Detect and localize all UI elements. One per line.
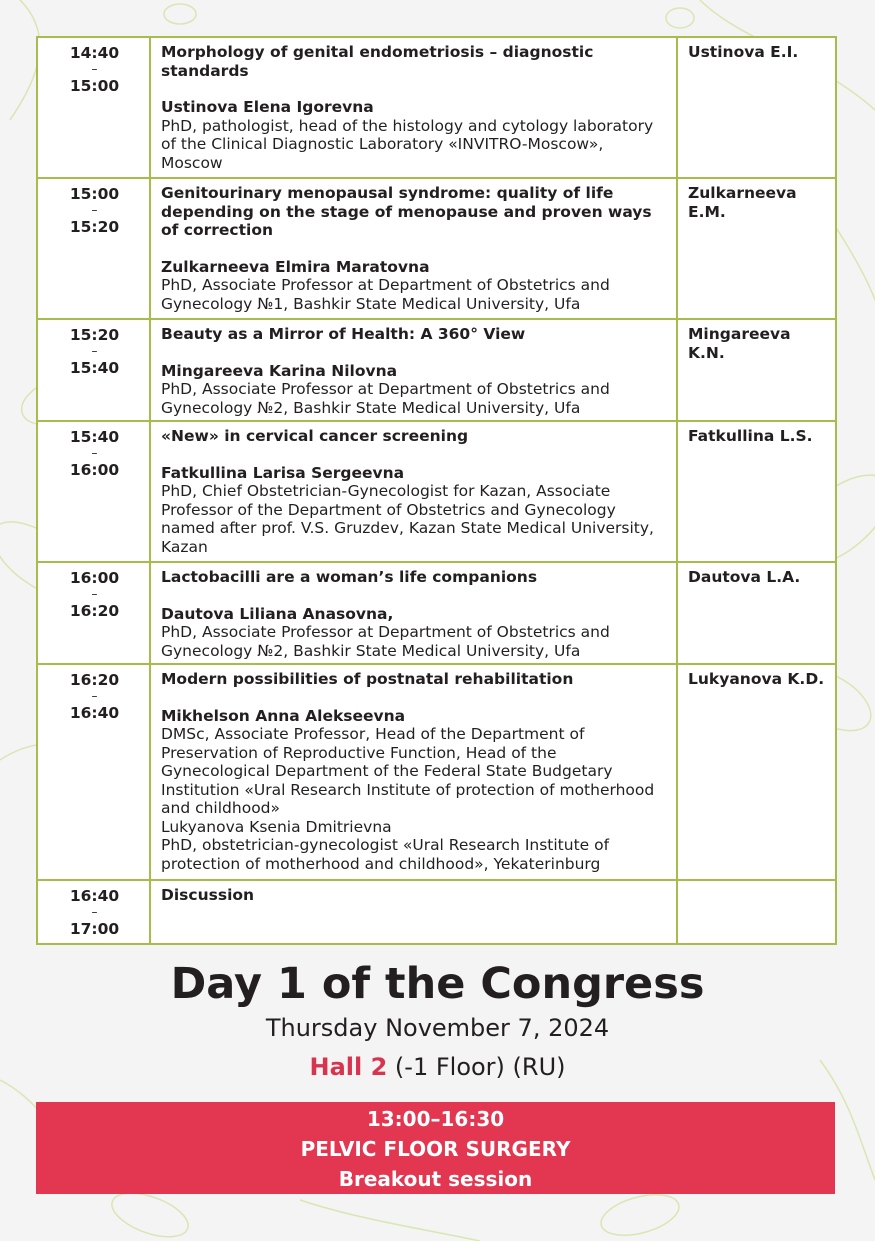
end-time: 15:40 bbox=[69, 359, 120, 377]
hall-line bbox=[0, 1050, 875, 1084]
time-dash: – bbox=[91, 587, 98, 601]
end-time: 16:00 bbox=[69, 461, 120, 479]
talk-cell bbox=[150, 421, 677, 562]
start-time: 16:20 bbox=[69, 671, 120, 689]
moderator-cell: Lukyanova K.D. bbox=[677, 664, 836, 880]
table-row bbox=[37, 562, 836, 664]
second-speaker-affiliation: PhD, obstetrician-gynecologist «Ural Research Institute of protection of motherhood and childhood», Yekaterinburg bbox=[161, 836, 610, 873]
talk-title: «New» in cervical cancer screening bbox=[161, 427, 469, 445]
talk-cell bbox=[150, 37, 677, 178]
day-date: Thursday November 7, 2024 bbox=[265, 1014, 610, 1042]
speaker-name: Dautova Liliana Anasovna, bbox=[161, 604, 394, 623]
table-row bbox=[37, 880, 836, 944]
time-cell bbox=[37, 37, 150, 178]
time-cell bbox=[37, 664, 150, 880]
speaker-name: Zulkarneeva Elmira Maratovna bbox=[161, 257, 430, 276]
moderator-cell: Mingareeva K.N. bbox=[677, 319, 836, 421]
moderator-cell: Zulkarneeva E.M. bbox=[677, 178, 836, 319]
start-time: 15:00 bbox=[69, 185, 120, 203]
talk-title: Beauty as a Mirror of Health: A 360° View bbox=[161, 325, 526, 343]
speaker-affiliation: PhD, pathologist, head of the histology and cytology laboratory of the Clinical Diagnostic Laboratory «INVITRO-Moscow», Moscow bbox=[161, 116, 654, 172]
table-row bbox=[37, 37, 836, 178]
talk-title: Modern possibilities of postnatal rehabilitation bbox=[161, 670, 574, 688]
session-banner bbox=[36, 1102, 835, 1194]
start-time: 16:00 bbox=[69, 569, 120, 587]
table-row bbox=[37, 319, 836, 421]
time-dash: – bbox=[91, 905, 98, 919]
end-time: 15:00 bbox=[69, 77, 120, 95]
end-time: 16:40 bbox=[69, 704, 120, 722]
talk-title: Morphology of genital endometriosis – diagnostic standards bbox=[161, 43, 594, 80]
speaker-affiliation: PhD, Associate Professor at Department of Obstetrics and Gynecology №1, Bashkir State Medical University, Ufa bbox=[161, 276, 610, 313]
speaker-name: Mikhelson Anna Alekseevna bbox=[161, 706, 406, 725]
time-dash: – bbox=[91, 344, 98, 358]
speaker-name: Mingareeva Karina Nilovna bbox=[161, 361, 398, 380]
moderator-cell: Dautova L.A. bbox=[677, 562, 836, 664]
time-cell bbox=[37, 880, 150, 944]
start-time: 14:40 bbox=[69, 44, 120, 62]
end-time: 17:00 bbox=[69, 920, 120, 938]
time-cell bbox=[37, 178, 150, 319]
speaker-name: Fatkullina Larisa Sergeevna bbox=[161, 463, 405, 482]
moderator-cell: Fatkullina L.S. bbox=[677, 421, 836, 562]
table-row bbox=[37, 664, 836, 880]
session-name: PELVIC FLOOR SURGERY bbox=[300, 1137, 571, 1161]
moderator-cell bbox=[677, 880, 836, 944]
start-time: 16:40 bbox=[69, 887, 120, 905]
talk-cell bbox=[150, 880, 677, 944]
table-row bbox=[37, 178, 836, 319]
moderator-cell: Ustinova E.I. bbox=[677, 37, 836, 178]
talk-cell bbox=[150, 562, 677, 664]
speaker-affiliation: PhD, Chief Obstetrician-Gynecologist for Kazan, Associate Professor of the Department of Obstetrics and Gynecology named after prof. V.S. Gruzdev, Kazan State Medical University, Kazan bbox=[161, 482, 654, 556]
start-time: 15:20 bbox=[69, 326, 120, 344]
time-dash: – bbox=[91, 446, 98, 460]
second-speaker-name: Lukyanova Ksenia Dmitrievna bbox=[161, 817, 392, 836]
session-type: Breakout session bbox=[338, 1167, 533, 1191]
talk-title: Discussion bbox=[161, 886, 255, 904]
time-cell bbox=[37, 562, 150, 664]
time-dash: – bbox=[91, 203, 98, 217]
end-time: 15:20 bbox=[69, 218, 120, 236]
talk-title: Genitourinary menopausal syndrome: quality of life depending on the stage of menopause and proven ways of correction bbox=[161, 184, 652, 239]
time-dash: – bbox=[91, 689, 98, 703]
session-time: 13:00–16:30 bbox=[366, 1107, 505, 1131]
talk-cell bbox=[150, 319, 677, 421]
table-row bbox=[37, 421, 836, 562]
talk-title: Lactobacilli are a woman’s life companions bbox=[161, 568, 538, 586]
day-title: Day 1 of the Congress bbox=[170, 959, 705, 1009]
hall-name: Hall 2 bbox=[309, 1053, 388, 1081]
speaker-name: Ustinova Elena Igorevna bbox=[161, 98, 374, 116]
speaker-affiliation: PhD, Associate Professor at Department of Obstetrics and Gynecology №2, Bashkir State Medical University, Ufa bbox=[161, 380, 610, 417]
talk-cell bbox=[150, 178, 677, 319]
end-time: 16:20 bbox=[69, 602, 120, 620]
start-time: 15:40 bbox=[69, 428, 120, 446]
talk-cell bbox=[150, 664, 677, 880]
hall-detail: (-1 Floor) (RU) bbox=[394, 1053, 566, 1081]
time-cell bbox=[37, 421, 150, 562]
schedule-table bbox=[36, 36, 837, 945]
speaker-affiliation: DMSc, Associate Professor, Head of the Department of Preservation of Reproductive Function, Head of the Gynecological Department of the Federal State Budgetary Institution «Ural Research Institute of protection of motherhood and childhood» bbox=[161, 725, 655, 817]
time-dash: – bbox=[91, 62, 98, 76]
time-cell bbox=[37, 319, 150, 421]
speaker-affiliation: PhD, Associate Professor at Department of Obstetrics and Gynecology №2, Bashkir State Medical University, Ufa bbox=[161, 623, 610, 660]
